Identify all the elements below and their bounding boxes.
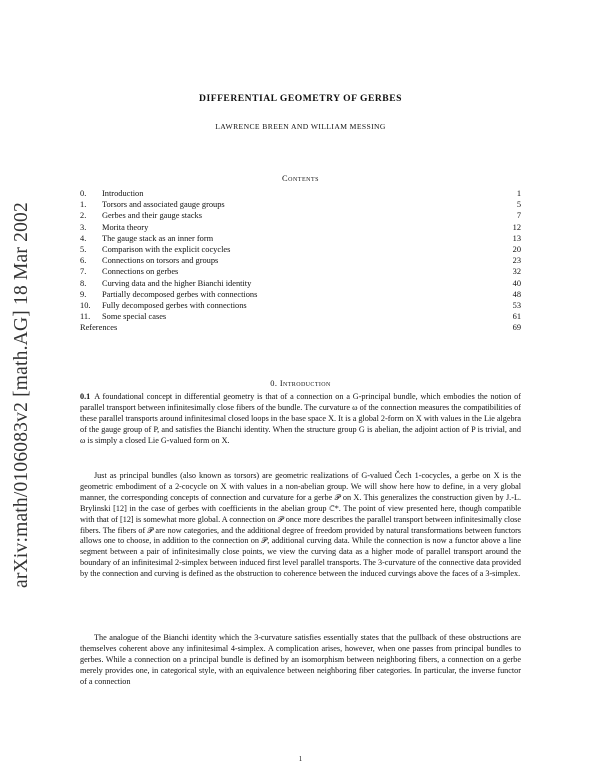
- toc-entry[interactable]: [80, 300, 521, 311]
- toc-page: 48: [512, 289, 521, 299]
- toc-title: Some special cases: [102, 312, 167, 322]
- toc-title: Gerbes and their gauge stacks: [102, 211, 202, 221]
- toc-page: 13: [512, 233, 521, 243]
- toc-number: 5.: [80, 244, 87, 254]
- toc-title: References: [80, 323, 118, 333]
- toc-title: Curving data and the higher Bianchi identity: [102, 278, 252, 288]
- toc-page: 53: [512, 300, 521, 310]
- toc-entry[interactable]: [80, 244, 521, 255]
- toc-title: Torsors and associated gauge groups: [102, 200, 225, 210]
- toc-entry[interactable]: [80, 188, 521, 199]
- toc-number: 2.: [80, 211, 87, 221]
- toc-page: 1: [516, 189, 521, 198]
- toc-number: 8.: [80, 278, 87, 288]
- contents-heading: Contents: [282, 174, 319, 183]
- toc-title: Comparison with the explicit cocycles: [102, 244, 231, 254]
- arxiv-identifier: arXiv:math/0106083v2 [math.AG] 18 Mar 2002: [11, 202, 32, 588]
- toc-page: 69: [512, 323, 521, 333]
- toc-entry[interactable]: [80, 222, 521, 233]
- toc-number: 1.: [80, 200, 87, 210]
- section-heading: 0. Introduction: [270, 379, 331, 388]
- toc-number: 0.: [80, 189, 87, 198]
- page-number: 1: [298, 755, 303, 763]
- body-paragraph: [80, 392, 521, 447]
- toc-title: The gauge stack as an inner form: [102, 233, 214, 243]
- toc-number: 6.: [80, 256, 87, 266]
- toc-title: Partially decomposed gerbes with connections: [102, 289, 258, 299]
- toc-entry[interactable]: [80, 311, 521, 322]
- table-of-contents: [80, 188, 521, 333]
- body-paragraph: The analogue of the Bianchi identity which the 3-curvature satisfies essentially states that the pullback of these obstructions are themselves coherent above any infinitesimal 4-simplex. A complication arises, however, when one passes from principal bundles to gerbes. While a connection on a principal bundle is defined by an isomorphism between neighboring fibers, a connection on a gerbe merely provides one, in categorical style, with an equivalence between neighboring fiber categories. In particular, the inverse functor of a connection: [80, 633, 521, 686]
- toc-title: Introduction: [102, 189, 144, 198]
- toc-page: 61: [512, 312, 521, 322]
- toc-page: 20: [512, 244, 521, 254]
- toc-number: 9.: [80, 289, 87, 299]
- toc-entry[interactable]: [80, 233, 521, 244]
- toc-number: 10.: [80, 300, 91, 310]
- paper-authors: LAWRENCE BREEN AND WILLIAM MESSING: [215, 122, 386, 131]
- paragraph-text: A foundational concept in differential geometry is that of a connection on a G-principal bundle, which embodies the notion of parallel transport between infinitesimally close fibers of the bundle. The curvature ω of the connection measures the compatibilities of these parallel transports around infinitesimal closed loops in the base space X. It is a global 2-form on X with values in the Lie algebra of the gauge group of P, and satisfies the Bianchi identity. When the structure group G is abelian, the adjoint action of P is trivial, and ω is simply a closed Lie G-valued form on X.: [80, 392, 521, 445]
- toc-entry[interactable]: [80, 322, 521, 333]
- toc-number: 11.: [80, 312, 91, 322]
- toc-page: 7: [516, 211, 521, 221]
- toc-number: 3.: [80, 222, 87, 232]
- toc-title: Connections on torsors and groups: [102, 256, 219, 266]
- toc-title: Fully decomposed gerbes with connections: [102, 300, 247, 310]
- toc-title: Morita theory: [102, 222, 149, 232]
- toc-entry[interactable]: [80, 255, 521, 266]
- toc-page: 40: [512, 278, 521, 288]
- toc-number: 7.: [80, 267, 87, 277]
- paragraph-number: 0.1: [80, 392, 91, 401]
- toc-page: 5: [516, 200, 521, 210]
- toc-entry[interactable]: [80, 266, 521, 277]
- toc-page: 12: [512, 222, 521, 232]
- toc-entry[interactable]: [80, 199, 521, 210]
- toc-number: 4.: [80, 233, 87, 243]
- toc-page: 32: [512, 267, 521, 277]
- body-paragraph: Just as principal bundles (also known as torsors) are geometric realizations of G-valued Čech 1-cocycles, a gerbe on X is the geometric embodiment of a 2-cocycle on X with values in a non-abelian group. We will show here how to define, in a very global manner, the corresponding concepts of connection and curvature for a gerbe 𝒫 on X. This generalizes the construction given by J.-L. Brylinski [12] in the case of gerbes with coefficients in the abelian group ℂ*. The point of view presented here, though compatible with that of [12] is somewhat more global. A connection on 𝒫 once more describes the parallel transport between infinitesimally close fibers. The fibers of 𝒫 are now categories, and the additional degree of freedom provided by natural transformations between functors allows one to choose, in addition to the connection on 𝒫, additional curving data. While the connection is now a functor above a line segment between a pair of infinitesimally close points, we view the curving data as a higher mode of parallel transport around the boundary of an infinitesimal 2-simplex between induced first level parallel transports. The 3-curvature of the connective data provided by the connection and curving is defined as the obstruction to coherence between the induced curvings above the faces of a 3-simplex.: [80, 471, 521, 579]
- toc-entry[interactable]: [80, 210, 521, 221]
- toc-page: 23: [512, 256, 521, 266]
- paper-title: DIFFERENTIAL GEOMETRY OF GERBES: [199, 93, 402, 104]
- toc-title: Connections on gerbes: [102, 267, 179, 277]
- toc-entry[interactable]: [80, 278, 521, 289]
- arxiv-stamp: [0, 0, 44, 776]
- toc-entry[interactable]: [80, 289, 521, 300]
